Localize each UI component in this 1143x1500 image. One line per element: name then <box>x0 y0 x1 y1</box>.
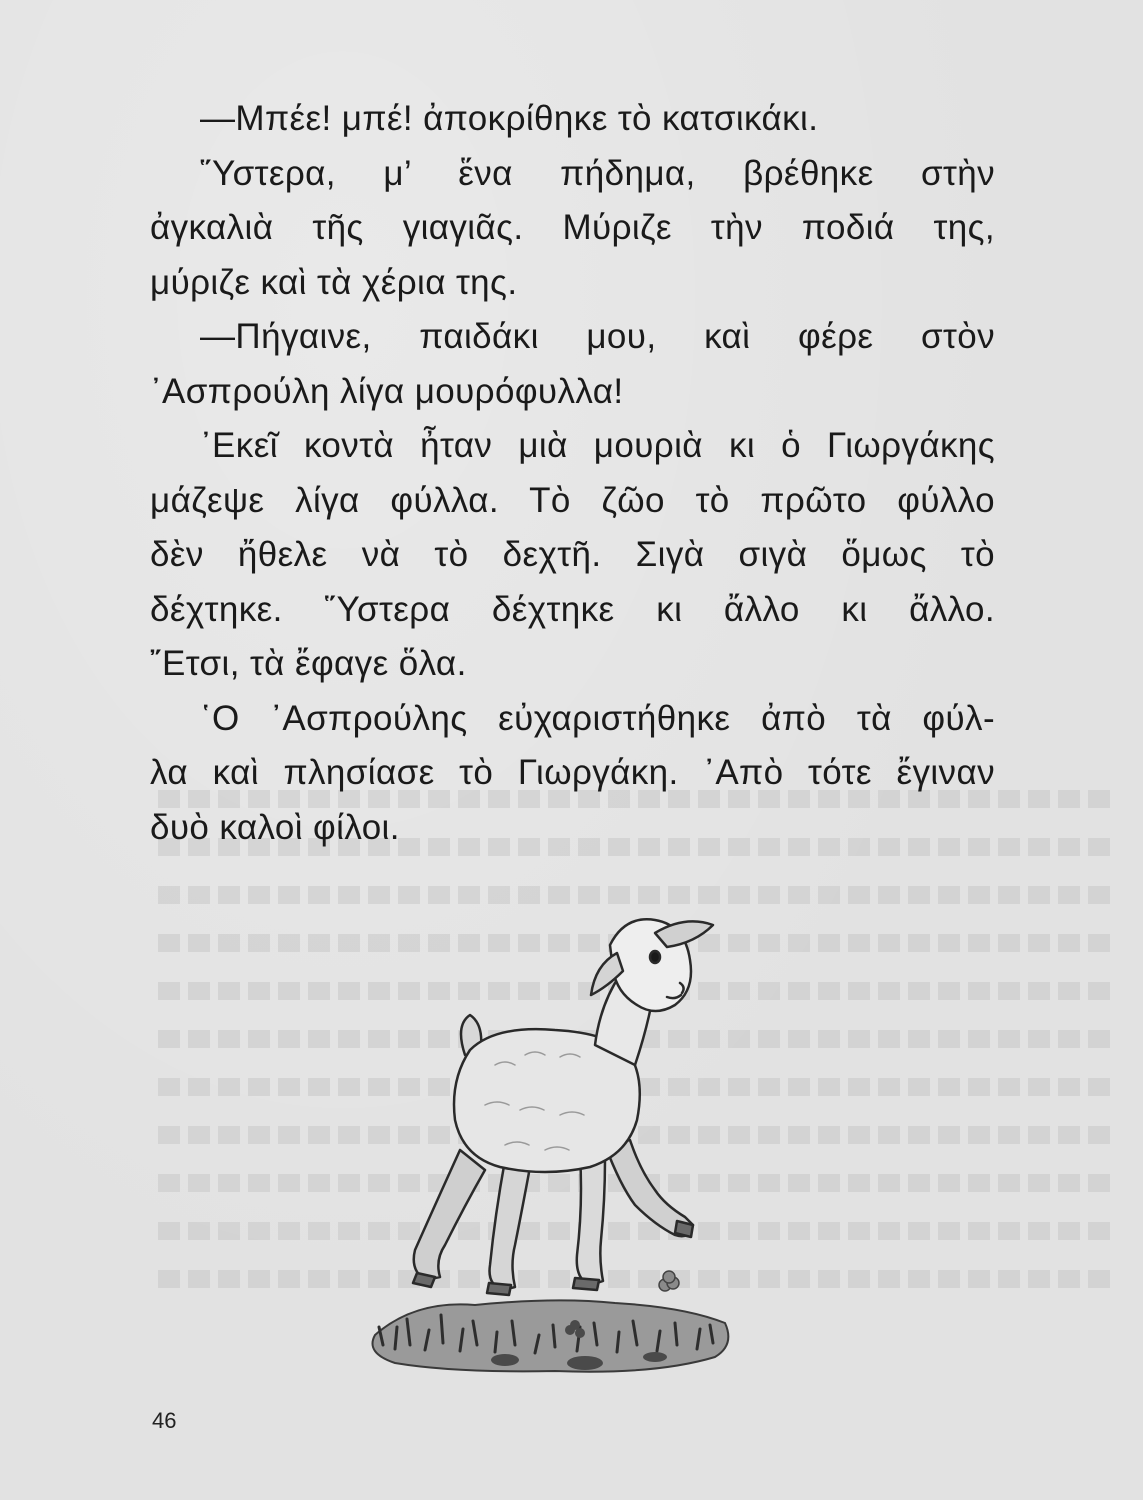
goat-kid <box>413 919 713 1295</box>
text-line: δέχτηκε. ῞Υστερα δέχτηκε κι ἄλλο κι ἄλλο. <box>150 589 995 629</box>
text-line: ᾿Ασπρούλη λίγα μουρόφυλλα! <box>150 371 624 411</box>
text-line: —Πήγαινε, παιδάκι μου, καὶ φέρε στὸν <box>200 317 995 356</box>
text-line: δυὸ καλοὶ φίλοι. <box>150 807 400 847</box>
text-line: ᾿Εκεῖ κοντὰ ἦταν μιὰ μουριὰ κι ὁ Γιωργάκης <box>200 426 995 465</box>
text-line: ἀγκαλιὰ τῆς γιαγιᾶς. Μύριζε τὴν ποδιά της, <box>150 208 995 247</box>
text-line: ῎Ετσι, τὰ ἔφαγε ὅλα. <box>150 644 467 683</box>
text-line: ῞Υστερα, μ’ ἕνα πήδημα, βρέθηκε στὴν <box>200 153 995 193</box>
goat-kid-illustration <box>355 905 775 1375</box>
text-line: δὲν ἤθελε νὰ τὸ δεχτῆ. Σιγὰ σιγὰ ὅμως τὸ <box>150 535 995 574</box>
text-line: μύριζε καὶ τὰ χέρια της. <box>150 262 518 302</box>
text-line: μάζεψε λίγα φύλλα. Τὸ ζῶο τὸ πρῶτο φύλλο <box>150 480 995 520</box>
page-number: 46 <box>152 1408 177 1433</box>
text-line: λα καὶ πλησίασε τὸ Γιωργάκη. ᾿Απὸ τότε ἔγιναν <box>150 753 995 792</box>
text-line: —Μπέε! μπέ! ἀποκρίθηκε τὸ κατσικάκι. <box>200 99 819 138</box>
text-line: ῾Ο ᾿Ασπρούλης εὐχαριστήθηκε ἀπὸ τὰ φύλ- <box>200 698 995 738</box>
story-text <box>150 92 995 855</box>
